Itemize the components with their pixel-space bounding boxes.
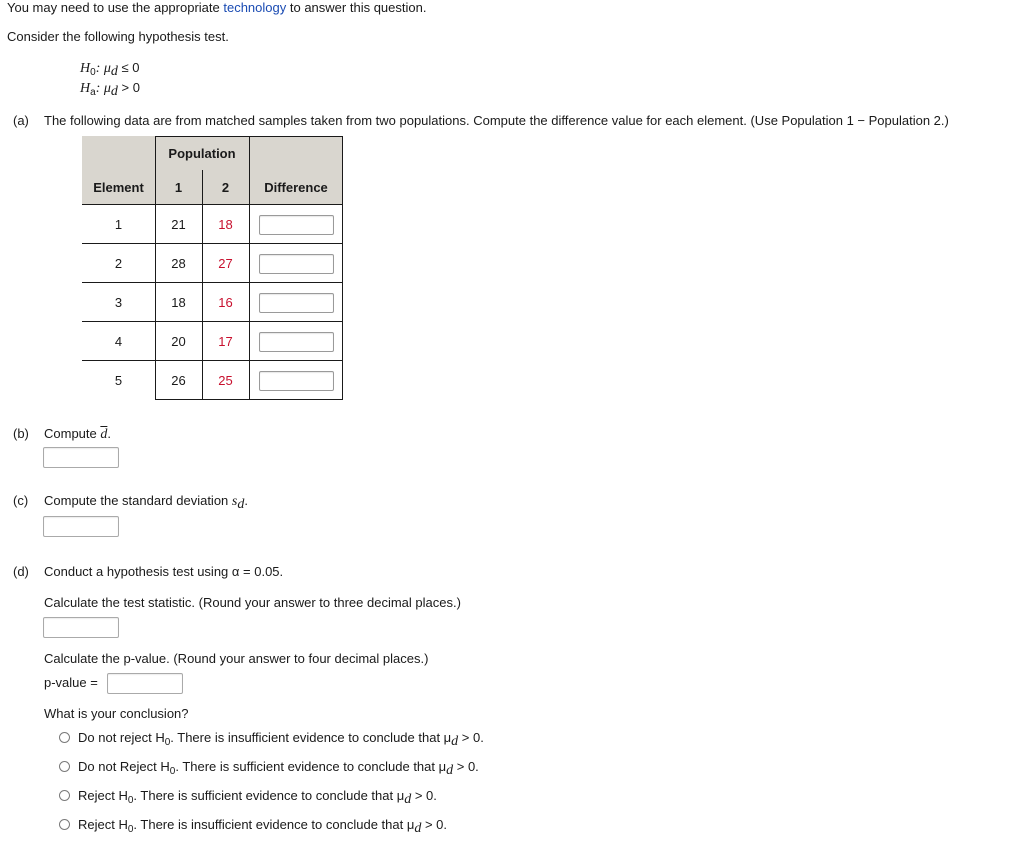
- row-4-pop2: 17: [218, 334, 233, 349]
- grid-line: [82, 243, 343, 244]
- technology-link[interactable]: technology: [223, 0, 287, 15]
- test-statistic-input[interactable]: [43, 617, 119, 638]
- header-element: Element: [93, 180, 144, 195]
- conclusion-prompt: What is your conclusion?: [44, 706, 189, 721]
- row-5-pop1: 26: [171, 373, 186, 388]
- row-5-pop2: 25: [218, 373, 233, 388]
- header-difference: Difference: [264, 180, 328, 195]
- test-stat-prompt: Calculate the test statistic. (Round your answer to three decimal places.): [44, 595, 461, 610]
- conclusion-radio-3[interactable]: [59, 790, 70, 801]
- null-hypothesis: $H_0$: $\mu_d \le 0$: [80, 60, 140, 79]
- grid-line: [82, 360, 343, 361]
- row-1-element: 1: [114, 217, 123, 232]
- intro-prefix: You may need to use the appropriate: [7, 0, 220, 15]
- row-2-element: 2: [114, 256, 123, 271]
- difference-input-3[interactable]: [259, 293, 334, 313]
- row-3-pop1: 18: [171, 295, 186, 310]
- pvalue-label: p-value =: [44, 675, 98, 690]
- difference-input-2[interactable]: [259, 254, 334, 274]
- grid-line: [82, 204, 343, 205]
- intro-line: [7, 0, 426, 15]
- part-a-text: The following data are from matched samples taken from two populations. Compute the difference value for each element. (Use Population 1 − Population 2.): [44, 113, 949, 128]
- row-4-element: 4: [114, 334, 123, 349]
- conclusion-radio-1[interactable]: [59, 732, 70, 743]
- conclusion-option-4[interactable]: Reject $H_0$. There is insufficient evidence to conclude that $\mu_d > 0$.: [78, 817, 447, 836]
- intro-suffix: to answer this question.: [289, 0, 427, 15]
- row-4-difference-cell: [249, 322, 343, 361]
- row-2-pop2: 27: [218, 256, 233, 271]
- s-d-symbol: s: [231, 494, 238, 509]
- header-population: Population: [155, 136, 249, 170]
- row-2-pop1: 28: [171, 256, 186, 271]
- header-pop2: 2: [202, 170, 249, 205]
- header-pop1: 1: [155, 170, 202, 205]
- grid-line: [155, 399, 343, 400]
- grid-line: [82, 282, 343, 283]
- row-3-difference-cell: [249, 283, 343, 322]
- grid-line: [155, 136, 343, 137]
- conclusion-option-3[interactable]: Reject $H_0$. There is sufficient evidence to conclude that $\mu_d > 0$.: [78, 788, 437, 807]
- difference-input-1[interactable]: [259, 215, 334, 235]
- sd-input[interactable]: [43, 516, 119, 537]
- d-bar-symbol: $\overline{d}$: [100, 427, 108, 442]
- part-c-text: Compute the standard deviation $s_d$.: [44, 493, 248, 512]
- part-d-label: (d): [13, 564, 29, 579]
- pvalue-input[interactable]: [107, 673, 183, 694]
- part-a-label: (a): [13, 113, 29, 128]
- grid-line: [82, 321, 343, 322]
- conclusion-radio-2[interactable]: [59, 761, 70, 772]
- row-4-pop1: 20: [171, 334, 186, 349]
- part-c-label: (c): [13, 493, 29, 508]
- row-5-element: 5: [114, 373, 123, 388]
- row-3-element: 3: [114, 295, 123, 310]
- row-3-pop2: 16: [218, 295, 233, 310]
- alternative-hypothesis: $H_a$: $\mu_d > 0$: [80, 80, 140, 99]
- pvalue-prompt: Calculate the p-value. (Round your answer to four decimal places.): [44, 651, 429, 666]
- part-d-text: Conduct a hypothesis test using α = 0.05.: [44, 564, 284, 579]
- part-b-label: (b): [13, 426, 29, 441]
- row-5-difference-cell: [249, 361, 343, 400]
- row-1-difference-cell: [249, 205, 343, 244]
- difference-input-4[interactable]: [259, 332, 334, 352]
- difference-input-5[interactable]: [259, 371, 334, 391]
- part-b-text: Compute $\overline{d}$.: [44, 426, 111, 442]
- row-2-difference-cell: [249, 244, 343, 283]
- d-bar-input[interactable]: [43, 447, 119, 468]
- row-1-pop1: 21: [171, 217, 186, 232]
- conclusion-option-2[interactable]: Do not Reject $H_0$. There is sufficient evidence to conclude that $\mu_d > 0$.: [78, 759, 479, 778]
- data-table: [82, 136, 343, 400]
- consider-text: Consider the following hypothesis test.: [7, 29, 229, 44]
- conclusion-option-1[interactable]: Do not reject $H_0$. There is insufficient evidence to conclude that $\mu_d > 0$.: [78, 730, 484, 749]
- conclusion-radio-4[interactable]: [59, 819, 70, 830]
- row-1-pop2: 18: [218, 217, 233, 232]
